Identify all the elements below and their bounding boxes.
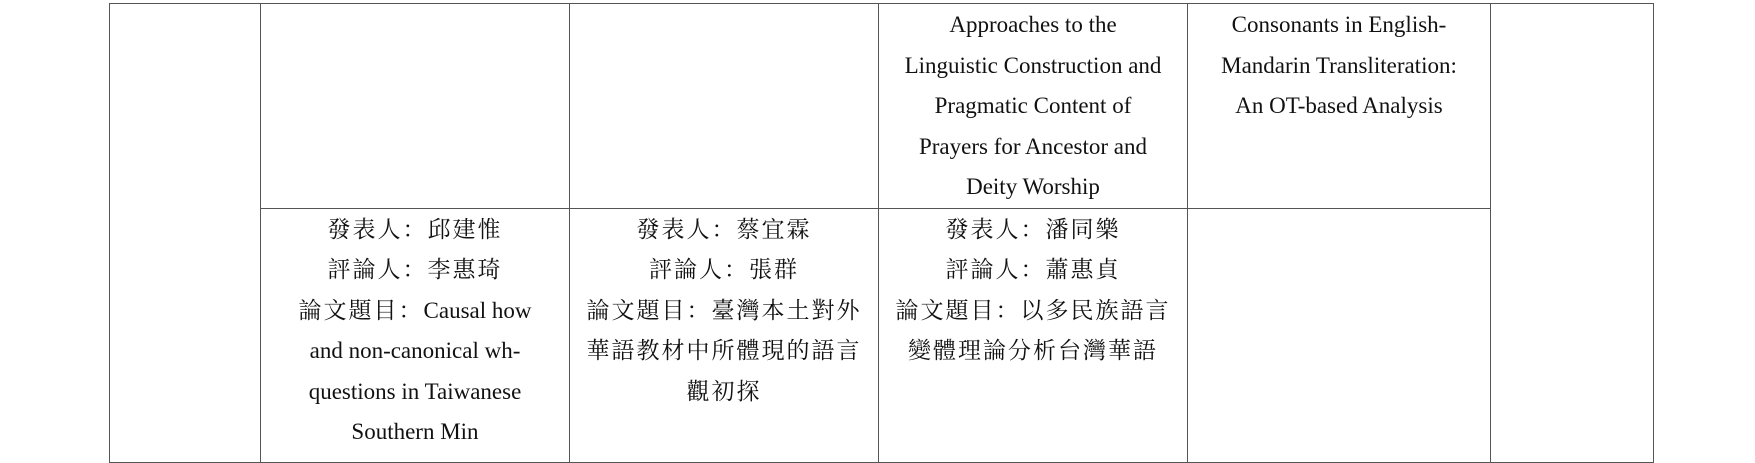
paper-title-line: 華語教材中所體現的語言 — [586, 338, 862, 364]
left-empty-cell — [110, 4, 261, 463]
title-text: 臺灣本土對外 — [711, 297, 862, 324]
paper-title-cell — [879, 4, 1188, 209]
paper-title-line: Deity Worship — [966, 174, 1100, 199]
title-text: Causal how — [423, 297, 532, 323]
paper-title-line: Southern Min — [351, 419, 479, 444]
presentation-cell — [879, 208, 1188, 462]
paper-title-cell — [1188, 4, 1491, 209]
title-prefix: 論文題目： — [895, 297, 1021, 324]
empty-cell — [570, 4, 879, 209]
empty-cell — [261, 4, 570, 209]
paper-title-line: and non-canonical wh- — [309, 338, 521, 363]
paper-title-line: Pragmatic Content of — [934, 93, 1132, 118]
discussant-label: 評論人：蕭惠貞 — [945, 257, 1121, 283]
paper-title-line: questions in Taiwanese — [308, 378, 522, 404]
presenter-label: 發表人：潘同樂 — [945, 216, 1121, 243]
discussant-label: 評論人：張群 — [649, 257, 799, 283]
paper-title-line: 觀初探 — [686, 378, 762, 405]
presenter-label: 發表人：蔡宜霖 — [636, 216, 812, 243]
paper-title-line: Consonants in English- — [1231, 12, 1447, 37]
table-row — [110, 208, 1654, 462]
paper-title-line: Linguistic Construction and — [904, 52, 1162, 78]
presentation-cell — [570, 208, 879, 462]
paper-title-line — [883, 291, 1183, 332]
paper-title-line — [265, 291, 565, 332]
empty-cell — [1188, 208, 1491, 462]
paper-title-line — [574, 291, 874, 332]
title-prefix: 論文題目： — [586, 297, 712, 324]
paper-title-line: An OT-based Analysis — [1235, 93, 1443, 118]
discussant-label: 評論人：李惠琦 — [327, 257, 503, 283]
title-prefix: 論文題目： — [298, 297, 424, 324]
schedule-table — [109, 3, 1654, 463]
title-text: 以多民族語言 — [1020, 297, 1171, 324]
table-row — [110, 4, 1654, 209]
paper-title-line: Approaches to the — [949, 12, 1117, 37]
right-empty-cell — [1491, 4, 1654, 463]
paper-title-line: Mandarin Transliteration: — [1221, 52, 1457, 78]
paper-title-line: Prayers for Ancestor and — [918, 133, 1147, 159]
paper-title-line: 變體理論分析台灣華語 — [908, 338, 1158, 364]
presentation-cell — [261, 208, 570, 462]
presenter-label: 發表人：邱建惟 — [327, 216, 503, 243]
